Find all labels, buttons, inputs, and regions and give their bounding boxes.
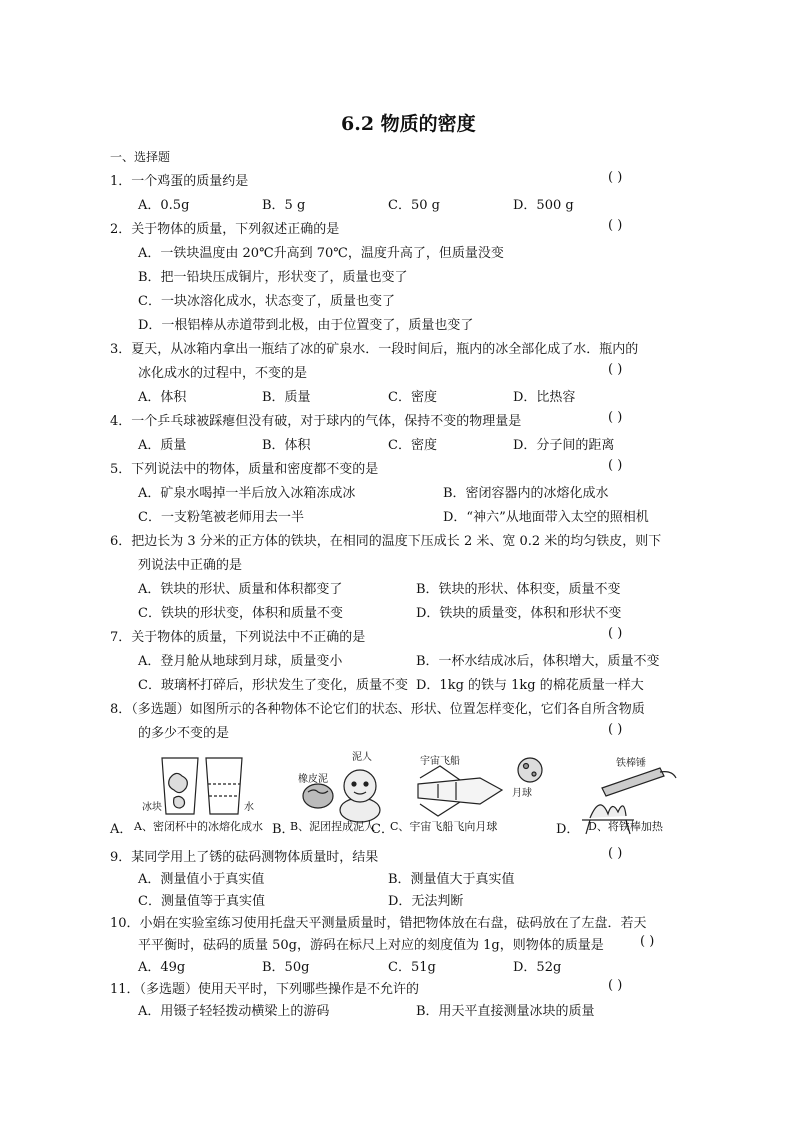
q4-option-a: A．质量 (138, 438, 187, 453)
q6-option-a: A．铁块的形状、质量和体积都变了 (138, 582, 343, 597)
q7-option-c: C．玻璃杯打碎后，形状发生了变化，质量不变 (138, 678, 408, 693)
q8-caption-c: C、宇宙飞船飞向月球 (390, 820, 498, 833)
q3-answer-blank: ( ) (608, 362, 623, 377)
q10-option-c: C．51g (388, 960, 436, 975)
q10-answer-blank: ( ) (640, 934, 655, 949)
q8-stem-line1: 8．（多选题）如图所示的各种物体不论它们的状态、形状、位置怎样变化，它们各自所含物质 (110, 702, 645, 717)
q8-option-c: C． (371, 822, 394, 837)
label-ice: 冰块 (142, 802, 162, 813)
q1-option-d: D．500 g (513, 198, 574, 213)
q9-option-c: C．测量值等于真实值 (138, 894, 265, 909)
q11-answer-blank: ( ) (608, 978, 623, 993)
q7-stem: 7．关于物体的质量，下列说法中不正确的是 (110, 630, 366, 645)
q10-option-b: B．50g (262, 960, 310, 975)
q6-stem-line1: 6．把边长为 3 分米的正方体的铁块，在相同的温度下压成长 2 米、宽 0.2 米的均匀铁皮，则下 (110, 534, 662, 549)
q1-answer-blank: ( ) (608, 170, 623, 185)
q3-option-d: D．比热容 (513, 390, 576, 405)
label-plasticine: 橡皮泥 (298, 774, 328, 785)
q11-option-a: A．用镊子轻轻拨动横梁上的游码 (138, 1004, 330, 1019)
q4-option-d: D．分子间的距离 (513, 438, 615, 453)
q2-option-c: C．一块冰溶化成水，状态变了，质量也变了 (138, 294, 395, 309)
q8-stem-line2: 的多少不变的是 (138, 726, 230, 741)
moon-icon (518, 758, 542, 782)
q4-option-c: C．密度 (388, 438, 437, 453)
q9-answer-blank: ( ) (608, 846, 623, 861)
label-water: 水 (244, 802, 254, 813)
q4-answer-blank: ( ) (608, 410, 623, 425)
q8-caption-b: B、泥团捏成泥人 (290, 820, 376, 833)
q8-caption-d: D、将铁棒加热 (588, 820, 663, 833)
q10-option-a: A．49g (138, 960, 186, 975)
label-moon: 月球 (512, 788, 532, 799)
q3-stem-line2: 冰化成水的过程中，不变的是 (138, 366, 308, 381)
q7-option-d: D．1kg 的铁与 1kg 的棉花质量一样大 (416, 678, 644, 693)
q5-option-a: A．矿泉水喝掉一半后放入冰箱冻成冰 (138, 486, 356, 501)
glass-ice-icon (162, 758, 198, 814)
q7-answer-blank: ( ) (608, 626, 623, 641)
q9-option-d: D．无法判断 (388, 894, 464, 909)
q5-answer-blank: ( ) (608, 458, 623, 473)
section-heading: 一、选择题 (110, 150, 171, 164)
label-spaceship: 宇宙飞船 (420, 756, 460, 767)
q8-option-b: B． (272, 822, 295, 837)
q1-option-b: B．5 g (262, 198, 306, 213)
q8-option-d: D． (556, 822, 580, 837)
q11-stem: 11．（多选题）使用天平时，下列哪些操作是不允许的 (110, 982, 420, 997)
plasticine-icon (303, 784, 333, 808)
q1-option-a: A．0.5g (138, 198, 190, 213)
q4-stem: 4．一个乒乓球被踩瘪但没有破，对于球内的气体，保持不变的物理量是 (110, 414, 522, 429)
q3-option-b: B．质量 (262, 390, 311, 405)
q9-stem: 9．某同学用上了锈的砝码测物体质量时，结果 (110, 850, 379, 865)
q6-option-b: B．铁块的形状、体积变，质量不变 (416, 582, 621, 597)
spaceship-icon (418, 766, 502, 816)
q2-option-d: D．一根铝棒从赤道带到北极，由于位置变了，质量也变了 (138, 318, 474, 333)
q5-option-d: D．“神六”从地面带入太空的照相机 (443, 510, 649, 525)
q11-option-b: B．用天平直接测量冰块的质量 (416, 1004, 595, 1019)
q5-stem: 5．下列说法中的物体，质量和密度都不变的是 (110, 462, 379, 477)
q3-option-c: C．密度 (388, 390, 437, 405)
label-iron-hammer: 铁棒锤 (616, 758, 646, 769)
q5-option-b: B．密闭容器内的冰熔化成水 (443, 486, 609, 501)
q6-stem-line2: 列说法中正确的是 (138, 558, 243, 573)
q6-option-d: D．铁块的质量变，体积和形状不变 (416, 606, 622, 621)
q8-caption-a: A、密闭杯中的冰熔化成水 (134, 820, 263, 833)
q3-stem-line1: 3．夏天，从冰箱内拿出一瓶结了冰的矿泉水．一段时间后，瓶内的冰全部化成了水．瓶内的 (110, 342, 639, 357)
q9-option-a: A．测量值小于真实值 (138, 872, 265, 887)
q2-option-b: B．把一铅块压成铜片，形状变了，质量也变了 (138, 270, 408, 285)
q1-option-c: C．50 g (388, 198, 440, 213)
q2-option-a: A．一铁块温度由 20℃升高到 70℃，温度升高了，但质量没变 (138, 246, 504, 261)
q7-option-b: B．一杯水结成冰后，体积增大，质量不变 (416, 654, 660, 669)
clay-figure-icon (340, 770, 380, 822)
q2-answer-blank: ( ) (608, 218, 623, 233)
q10-option-d: D．52g (513, 960, 562, 975)
q9-option-b: B．测量值大于真实值 (388, 872, 515, 887)
q1-stem: 1．一个鸡蛋的质量约是 (110, 174, 249, 189)
q6-option-c: C．铁块的形状变，体积和质量不变 (138, 606, 343, 621)
glass-water-icon (206, 758, 242, 814)
q4-option-b: B．体积 (262, 438, 311, 453)
q10-stem-line2: 平平衡时，砝码的质量 50g，游码在标尺上对应的刻度值为 1g，则物体的质量是 (138, 938, 604, 953)
q8-answer-blank: ( ) (608, 722, 623, 737)
q5-option-c: C．一支粉笔被老师用去一半 (138, 510, 304, 525)
q3-option-a: A．体积 (138, 390, 187, 405)
q10-stem-line1: 10．小娟在实验室练习使用托盘天平测量质量时，错把物体放在右盘，砝码放在了左盘．若天 (110, 916, 647, 931)
q8-option-a: A． (110, 822, 133, 837)
q2-stem: 2．关于物体的质量，下列叙述正确的是 (110, 222, 340, 237)
q7-option-a: A．登月舱从地球到月球，质量变小 (138, 654, 343, 669)
page-title: 6.2 物质的密度 (341, 113, 476, 135)
label-clay-figure: 泥人 (352, 752, 372, 763)
